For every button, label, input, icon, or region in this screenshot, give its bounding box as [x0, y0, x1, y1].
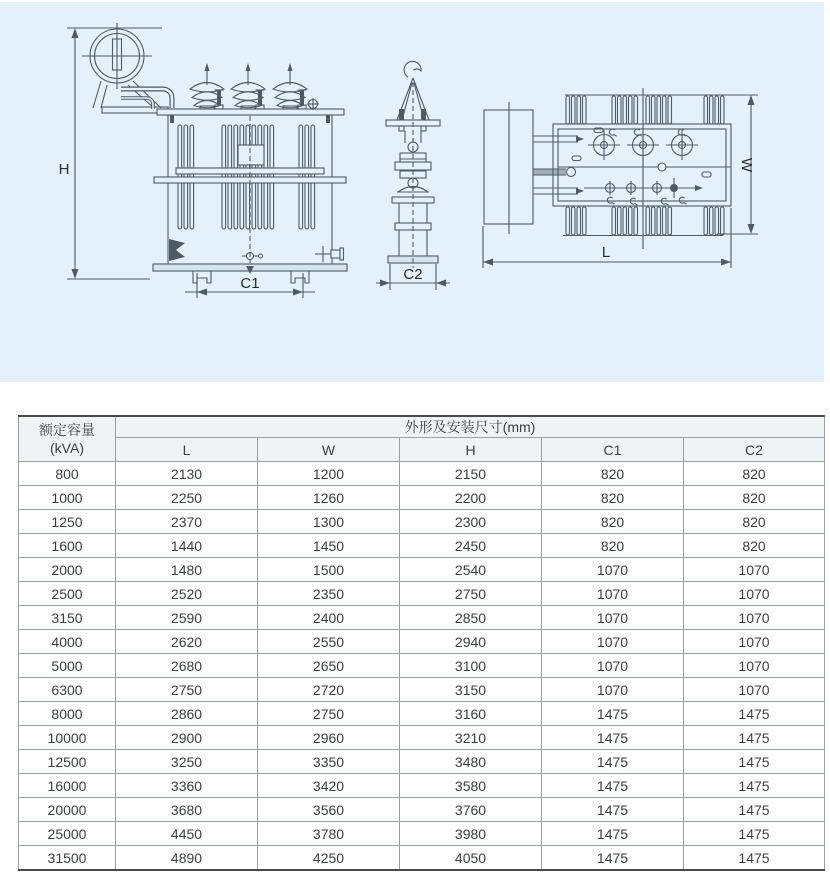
dimension-table-body: [19, 462, 825, 871]
table-header-capacity: [19, 416, 116, 462]
table-cell: 3160: [400, 702, 542, 726]
table-cell: 2130: [116, 462, 258, 486]
dimension-h: [59, 28, 162, 279]
table-cell: 3980: [400, 822, 542, 846]
dimension-w: [717, 95, 758, 234]
table-cell: 2850: [400, 606, 542, 630]
table-cell: 5000: [19, 654, 116, 678]
table-row: [19, 606, 825, 630]
table-cell: 1070: [684, 678, 825, 702]
table-cell: 2520: [116, 582, 258, 606]
table-cell: 1070: [542, 678, 684, 702]
table-cell: 1200: [258, 462, 400, 486]
table-row: [19, 630, 825, 654]
lifting-hook: [404, 61, 421, 77]
table-row: [19, 534, 825, 558]
table-cell: 3560: [258, 798, 400, 822]
table-header-w: W: [258, 438, 400, 462]
table-cell: 2370: [116, 510, 258, 534]
dimension-l: [483, 208, 731, 268]
table-row: [19, 702, 825, 726]
table-row: [19, 462, 825, 486]
table-cell: 2750: [116, 678, 258, 702]
table-cell: 2450: [400, 534, 542, 558]
table-cell: 2750: [400, 582, 542, 606]
table-cell: 1070: [684, 630, 825, 654]
table-cell: 6300: [19, 678, 116, 702]
table-cell: 820: [684, 534, 825, 558]
table-cell: 2940: [400, 630, 542, 654]
tap-changer-flag: [169, 239, 185, 261]
table-cell: 3150: [19, 606, 116, 630]
table-cell: 4450: [116, 822, 258, 846]
table-cell: 3760: [400, 798, 542, 822]
table-cell: 2960: [258, 726, 400, 750]
table-cell: 1475: [542, 846, 684, 871]
table-cell: 2540: [400, 558, 542, 582]
table-cell: 3210: [400, 726, 542, 750]
table-cell: 1475: [684, 822, 825, 846]
table-cell: 3480: [400, 750, 542, 774]
table-cell: 4250: [258, 846, 400, 871]
table-cell: 3780: [258, 822, 400, 846]
table-cell: 1070: [542, 582, 684, 606]
table-cell: 3680: [116, 798, 258, 822]
table-row: [19, 678, 825, 702]
table-cell: 1475: [684, 702, 825, 726]
table-cell: 1070: [684, 582, 825, 606]
table-cell: 1475: [542, 750, 684, 774]
table-cell: 2300: [400, 510, 542, 534]
table-cell: 1250: [19, 510, 116, 534]
table-row: [19, 798, 825, 822]
table-header-h: H: [400, 438, 542, 462]
table-cell: 8000: [19, 702, 116, 726]
dimension-c1: [185, 273, 315, 298]
table-row: [19, 510, 825, 534]
table-cell: 1300: [258, 510, 400, 534]
table-cell: 1475: [542, 702, 684, 726]
table-row: [19, 822, 825, 846]
table-cell: 20000: [19, 798, 116, 822]
conservator: [82, 23, 172, 113]
dim-label-w: W: [738, 157, 755, 173]
table-cell: 2500: [19, 582, 116, 606]
table-cell: 2200: [400, 486, 542, 510]
table-cell: 2000: [19, 558, 116, 582]
table-cell: 1070: [542, 606, 684, 630]
transformer-side-view: [376, 61, 450, 290]
table-cell: 1070: [684, 654, 825, 678]
table-cell: 2250: [116, 486, 258, 510]
table-cell: 1500: [258, 558, 400, 582]
hv-bushings-top: [588, 130, 698, 160]
dim-label-c2: C2: [403, 266, 423, 283]
dimension-c2: [376, 264, 450, 290]
table-cell: 820: [542, 486, 684, 510]
table-cell: 4000: [19, 630, 116, 654]
table-cell: 2590: [116, 606, 258, 630]
table-cell: 1475: [542, 774, 684, 798]
table-cell: 12500: [19, 750, 116, 774]
table-row: [19, 750, 825, 774]
transformer-top-view: [483, 88, 758, 268]
table-cell: 1070: [542, 654, 684, 678]
table-cell: 1070: [684, 558, 825, 582]
table-cell: 820: [542, 462, 684, 486]
table-cell: 1475: [542, 822, 684, 846]
table-cell: 1070: [542, 558, 684, 582]
table-cell: 1475: [684, 726, 825, 750]
table-row: [19, 558, 825, 582]
table-cell: 3350: [258, 750, 400, 774]
table-cell: 10000: [19, 726, 116, 750]
table-cell: 1070: [684, 606, 825, 630]
table-cell: 3580: [400, 774, 542, 798]
table-cell: 1440: [116, 534, 258, 558]
table-cell: 2900: [116, 726, 258, 750]
table-cell: 2550: [258, 630, 400, 654]
dimension-table: [18, 415, 825, 871]
table-row: [19, 846, 825, 871]
table-cell: 820: [542, 510, 684, 534]
table-cell: 1475: [684, 798, 825, 822]
table-cell: 1475: [684, 774, 825, 798]
table-cell: 2650: [258, 654, 400, 678]
capacity-header-line2: (kVA): [50, 440, 84, 456]
capacity-header-line1: 额定容量: [39, 421, 95, 438]
table-cell: 4890: [116, 846, 258, 871]
table-header-c2: C2: [684, 438, 825, 462]
table-cell: 820: [684, 486, 825, 510]
table-row: [19, 726, 825, 750]
table-header-c1: C1: [542, 438, 684, 462]
table-header-l: L: [116, 438, 258, 462]
table-cell: 2860: [116, 702, 258, 726]
table-cell: 800: [19, 462, 116, 486]
table-cell: 1000: [19, 486, 116, 510]
table-cell: 3100: [400, 654, 542, 678]
table-cell: 2400: [258, 606, 400, 630]
dim-label-h: H: [58, 161, 70, 178]
table-cell: 1070: [542, 630, 684, 654]
table-cell: 1475: [542, 798, 684, 822]
table-cell: 820: [684, 462, 825, 486]
table-cell: 1450: [258, 534, 400, 558]
table-cell: 2750: [258, 702, 400, 726]
table-cell: 31500: [19, 846, 116, 871]
table-cell: 25000: [19, 822, 116, 846]
table-cell: 1475: [684, 750, 825, 774]
table-row: [19, 774, 825, 798]
dim-label-l: L: [601, 244, 611, 261]
table-cell: 1260: [258, 486, 400, 510]
table-row: [19, 486, 825, 510]
table-cell: 820: [684, 510, 825, 534]
tank-body: [154, 115, 346, 264]
table-cell: 3420: [258, 774, 400, 798]
table-cell: 820: [542, 534, 684, 558]
table-cell: 2350: [258, 582, 400, 606]
table-cell: 3250: [116, 750, 258, 774]
table-row: [19, 582, 825, 606]
table-cell: 1475: [684, 846, 825, 871]
table-cell: 3360: [116, 774, 258, 798]
dim-label-c1: C1: [240, 275, 260, 292]
table-cell: 2680: [116, 654, 258, 678]
transformer-outline-drawing: [0, 2, 824, 382]
table-cell: 16000: [19, 774, 116, 798]
table-cell: 3150: [400, 678, 542, 702]
table-header-dimensions-span: 外形及安装尺寸(mm): [116, 416, 825, 438]
table-cell: 2720: [258, 678, 400, 702]
nameplate: [238, 145, 264, 165]
table-cell: 1600: [19, 534, 116, 558]
table-row: [19, 654, 825, 678]
tank-lid: [157, 109, 344, 115]
lid-valve: [307, 98, 319, 110]
table-cell: 2620: [116, 630, 258, 654]
table-cell: 4050: [400, 846, 542, 871]
table-cell: 1475: [542, 726, 684, 750]
table-cell: 2150: [400, 462, 542, 486]
diagram-panel: [0, 2, 824, 382]
table-cell: 1480: [116, 558, 258, 582]
transformer-front-view: [59, 23, 347, 298]
